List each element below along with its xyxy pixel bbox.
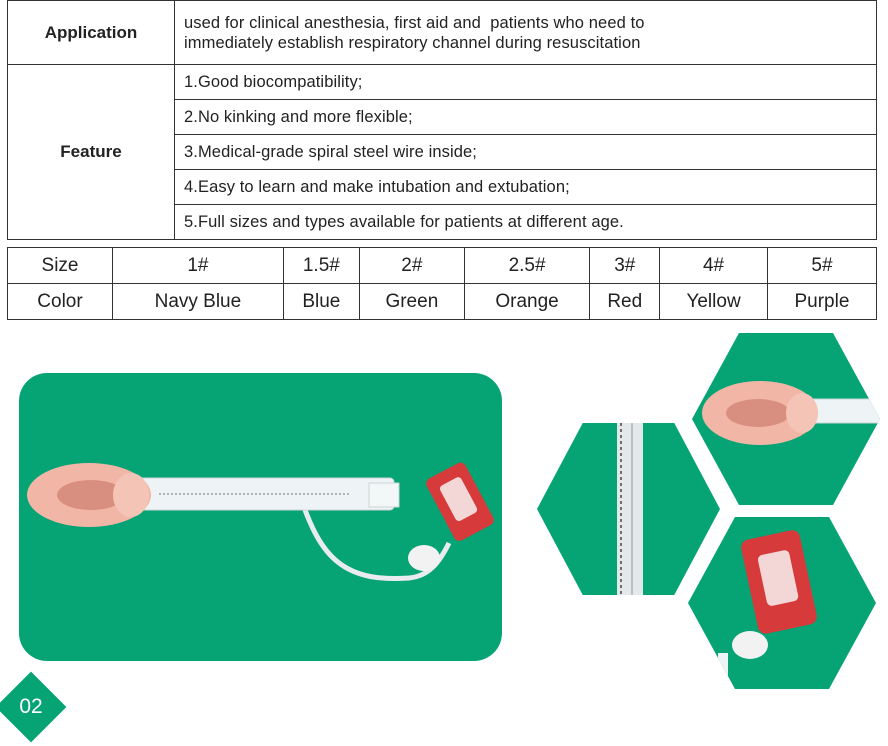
- size-cell: 2#: [359, 248, 464, 284]
- size-row: [8, 248, 877, 284]
- feature-row: [8, 65, 877, 100]
- specification-table: [7, 0, 877, 240]
- size-cell: 5#: [767, 248, 876, 284]
- size-cell: 4#: [660, 248, 768, 284]
- mask-closeup-photo: [692, 333, 880, 505]
- pilot-balloon-illustration: [688, 517, 876, 689]
- color-cell: Green: [359, 284, 464, 320]
- color-cell: Yellow: [660, 284, 768, 320]
- feature-item: 2.No kinking and more flexible;: [175, 100, 877, 135]
- application-label: Application: [8, 1, 175, 65]
- size-cell: 2.5#: [464, 248, 590, 284]
- color-cell: Red: [590, 284, 660, 320]
- feature-item: 4.Easy to learn and make intubation and extubation;: [175, 170, 877, 205]
- laryngeal-mask-photo: [19, 373, 502, 661]
- page-number: 02: [19, 695, 43, 718]
- mask-cuff-illustration: [692, 333, 880, 505]
- color-cell: Purple: [767, 284, 876, 320]
- application-text: [175, 1, 877, 65]
- color-header: Color: [8, 284, 113, 320]
- pilot-balloon-closeup-photo: [688, 517, 876, 689]
- tube-closeup-photo: [537, 423, 720, 595]
- laryngeal-mask-illustration: [19, 373, 502, 661]
- feature-item: 5.Full sizes and types available for patients at different age.: [175, 205, 877, 240]
- size-cell: 1.5#: [283, 248, 359, 284]
- feature-item: 1.Good biocompatibility;: [175, 65, 877, 100]
- size-header: Size: [8, 248, 113, 284]
- color-cell: Orange: [464, 284, 590, 320]
- color-cell: Blue: [283, 284, 359, 320]
- application-row: [8, 1, 877, 65]
- application-text-line-1: used for clinical anesthesia, first aid and patients who need to: [184, 13, 645, 32]
- size-cell: 1#: [113, 248, 284, 284]
- feature-item: 3.Medical-grade spiral steel wire inside;: [175, 135, 877, 170]
- size-color-table: [7, 247, 877, 320]
- color-row: [8, 284, 877, 320]
- feature-label: Feature: [8, 65, 175, 240]
- size-cell: 3#: [590, 248, 660, 284]
- spiral-tube-illustration: [537, 423, 720, 595]
- application-text-line-2: immediately establish respiratory channel during resuscitation: [184, 33, 641, 52]
- color-cell: Navy Blue: [113, 284, 284, 320]
